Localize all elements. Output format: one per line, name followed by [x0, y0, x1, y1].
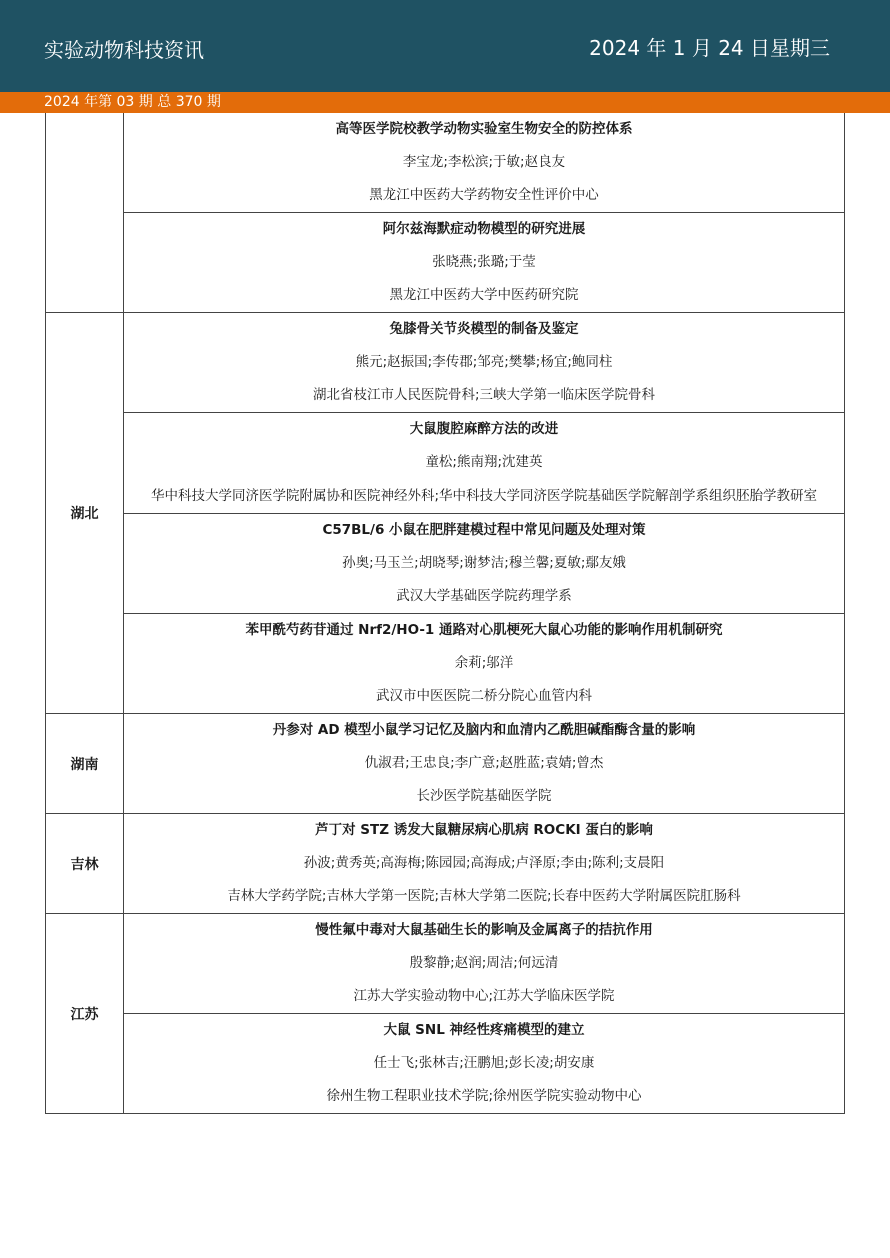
article-affiliation: 江苏大学实验动物中心;江苏大学临床医学院 — [353, 988, 615, 1004]
article-entry — [124, 714, 845, 814]
article-authors: 余莉;邬洋 — [454, 655, 514, 671]
table-row — [46, 1014, 845, 1114]
article-authors: 仇淑君;王忠良;李广意;赵胜蓝;袁婧;曾杰 — [364, 755, 604, 771]
article-entry — [124, 514, 845, 614]
article-title: 苯甲酰芍药苷通过 Nrf2/HO-1 通路对心肌梗死大鼠心功能的影响作用机制研究 — [245, 622, 723, 638]
article-title: 慢性氟中毒对大鼠基础生长的影响及金属离子的拮抗作用 — [315, 922, 653, 938]
article-entry — [124, 313, 845, 413]
province-cell: 江苏 — [46, 914, 124, 1114]
article-affiliation: 华中科技大学同济医学院附属协和医院神经外科;华中科技大学同济医学院基础医学院解剖学系组织胚胎学教研室 — [150, 488, 818, 504]
article-authors: 殷黎静;赵润;周洁;何远清 — [409, 955, 559, 971]
article-title: 大鼠腹腔麻醉方法的改进 — [409, 421, 559, 437]
article-affiliation: 黑龙江中医药大学中医药研究院 — [389, 287, 579, 303]
article-authors: 任士飞;张林吉;汪鹏旭;彭长凌;胡安康 — [373, 1055, 595, 1071]
article-entry — [124, 614, 845, 714]
article-title: 高等医学院校教学动物实验室生物安全的防控体系 — [335, 121, 633, 137]
table-row — [46, 914, 845, 1014]
article-entry — [124, 1014, 845, 1114]
article-entry — [124, 213, 845, 313]
article-affiliation: 长沙医学院基础医学院 — [416, 788, 552, 804]
province-cell: 湖南 — [46, 714, 124, 814]
province-cell: 湖北 — [46, 313, 124, 714]
article-table-wrapper — [45, 113, 845, 1114]
article-title: 兔膝骨关节炎模型的制备及鉴定 — [389, 321, 579, 337]
article-affiliation: 湖北省枝江市人民医院骨科;三峡大学第一临床医学院骨科 — [312, 387, 656, 403]
article-affiliation: 吉林大学药学院;吉林大学第一医院;吉林大学第二医院;长春中医药大学附属医院肛肠科 — [227, 888, 741, 904]
table-row — [46, 413, 845, 514]
article-title: 大鼠 SNL 神经性疼痛模型的建立 — [383, 1022, 585, 1038]
article-authors: 李宝龙;李松滨;于敏;赵良友 — [402, 154, 566, 170]
table-row — [46, 614, 845, 714]
page-header — [0, 0, 890, 92]
article-authors: 孙奥;马玉兰;胡晓琴;谢梦洁;穆兰馨;夏敏;鄢友娥 — [342, 555, 626, 571]
article-affiliation: 武汉市中医医院二桥分院心血管内科 — [376, 688, 592, 704]
article-affiliation: 黑龙江中医药大学药物安全性评价中心 — [369, 187, 599, 203]
article-title: C57BL/6 小鼠在肥胖建模过程中常见问题及处理对策 — [322, 522, 646, 538]
issue-number: 2024 年第 03 期 总 370 期 — [44, 94, 221, 110]
article-entry — [124, 914, 845, 1014]
article-authors: 孙波;黄秀英;高海梅;陈园园;高海成;卢泽原;李由;陈利;支晨阳 — [303, 855, 665, 871]
publication-title: 实验动物科技资讯 — [44, 38, 204, 62]
table-row — [46, 113, 845, 213]
article-title: 丹参对 AD 模型小鼠学习记忆及脑内和血清内乙酰胆碱酯酶含量的影响 — [272, 722, 696, 738]
province-cell: 吉林 — [46, 814, 124, 914]
article-table — [45, 113, 845, 1114]
table-row — [46, 313, 845, 413]
table-row — [46, 514, 845, 614]
article-entry — [124, 413, 845, 514]
article-entry — [124, 814, 845, 914]
article-title: 阿尔兹海默症动物模型的研究进展 — [382, 221, 586, 237]
article-affiliation: 徐州生物工程职业技术学院;徐州医学院实验动物中心 — [326, 1088, 642, 1104]
article-entry — [124, 113, 845, 213]
article-authors: 熊元;赵振国;李传郡;邹亮;樊攀;杨宜;鲍同柱 — [355, 354, 613, 370]
table-row — [46, 814, 845, 914]
table-row — [46, 714, 845, 814]
article-affiliation: 武汉大学基础医学院药理学系 — [396, 588, 572, 604]
article-title: 芦丁对 STZ 诱发大鼠糖尿病心肌病 ROCKI 蛋白的影响 — [315, 822, 653, 838]
article-authors: 童松;熊南翔;沈建英 — [425, 454, 543, 470]
table-row — [46, 213, 845, 313]
province-cell — [46, 113, 124, 313]
publication-date: 2024 年 1 月 24 日星期三 — [589, 36, 830, 60]
article-authors: 张晓燕;张璐;于莹 — [432, 254, 536, 270]
issue-bar — [0, 92, 890, 113]
